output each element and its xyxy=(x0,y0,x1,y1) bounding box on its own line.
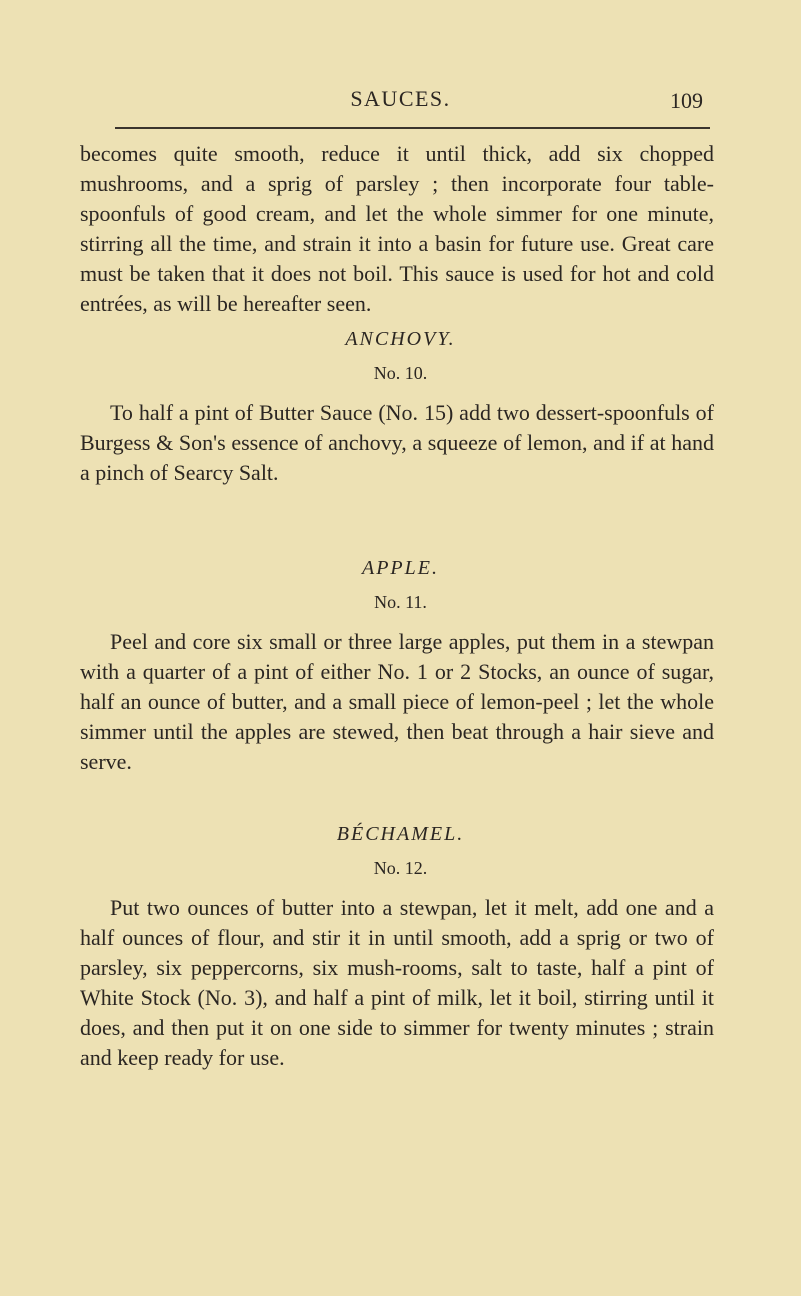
header-rule xyxy=(115,127,710,129)
page-number: 109 xyxy=(670,88,703,113)
recipe-title-bechamel: BÉCHAMEL. xyxy=(336,823,465,845)
recipe-text-bechamel: Put two ounces of butter into a stewpan, let it melt, add one and a half ounces of flour, and stir it in until smooth, add a sprig or two of parsley, six peppercorns, six mush-rooms, salt to taste, half a pint of White Stock (No. 3), and half a pint of milk, let it boil, stirring until it does, and then put it on one side to simmer for twenty minutes ; strain and keep ready for use. xyxy=(80,895,714,1070)
recipe-number-bechamel: No. 12. xyxy=(373,858,428,878)
recipe-title-anchovy: ANCHOVY. xyxy=(345,328,456,350)
intro-paragraph: becomes quite smooth, reduce it until thick, add six chopped mushrooms, and a sprig of parsley ; then incorporate four table-spoonfuls of good cream, and let the whole simmer for one minute, stirring all the time, and strain it into a basin for future use. Great care must be taken that it does not boil. This sauce is used for hot and cold entrées, as will be hereafter seen. xyxy=(80,141,714,316)
recipe-text-anchovy: To half a pint of Butter Sauce (No. 15) add two dessert-spoonfuls of Burgess & Son's essence of anchovy, a squeeze of lemon, and if at hand a pinch of Searcy Salt. xyxy=(80,400,714,485)
running-head xyxy=(0,86,801,116)
page-title: SAUCES. xyxy=(350,86,451,111)
recipe-number-apple: No. 11. xyxy=(374,592,427,612)
recipe-text-apple: Peel and core six small or three large apples, put them in a stewpan with a quarter of a pint of either No. 1 or 2 Stocks, an ounce of sugar, half an ounce of butter, and a small piece of lemon-peel ; let the whole simmer until the apples are stewed, then beat through a hair sieve and serve. xyxy=(80,629,714,774)
recipe-number-anchovy: No. 10. xyxy=(373,363,428,383)
recipe-title-apple: APPLE. xyxy=(362,557,439,579)
